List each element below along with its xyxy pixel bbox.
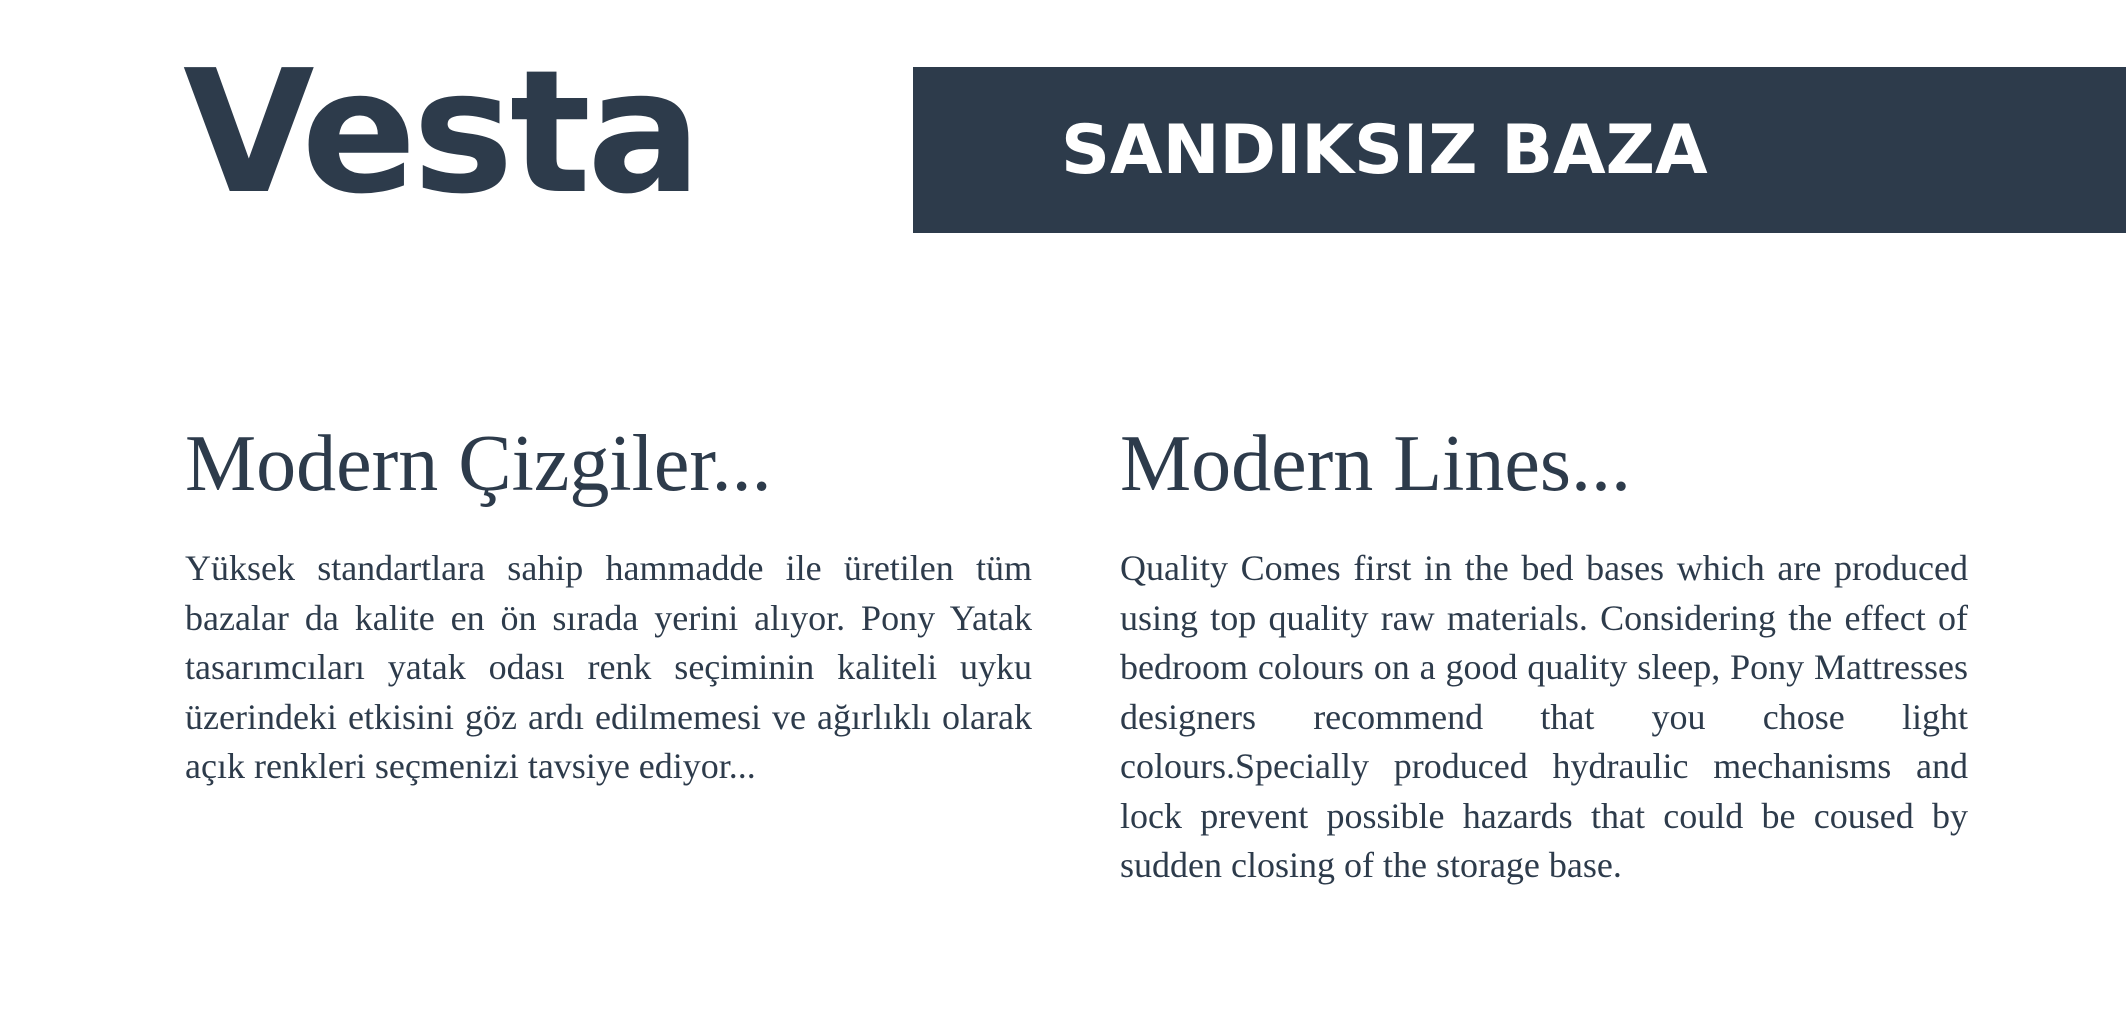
turkish-description-column [185,420,1032,792]
english-description-column [1120,420,1968,891]
english-heading: Modern Lines... [1120,420,1632,508]
product-name-title: Vesta [183,34,698,232]
turkish-body-text: Yüksek standartlara sahip hammadde ile üretilen tüm bazalar da kalite en ön sırada yerini alıyor. Pony Yatak tasarımcıları yatak odası renk seçiminin kaliteli uyku üzerindeki etkisini göz ardı edilmemesi ve ağırlıklı olarak açık renkleri seçmenizi tavsiye ediyor... [185,548,1032,786]
category-banner [913,67,2126,233]
english-body-text: Quality Comes first in the bed bases which are produced using top quality raw materials. Considering the effect of bedroom colours on a good quality sleep, Pony Mattresses designers recommend that you chose light colours.Specially produced hydraulic mechanisms and lock prevent possible hazards that could be coused by sudden closing of the storage base. [1120,548,1968,885]
category-label: SANDIKSIZ BAZA [1061,111,1708,190]
turkish-heading: Modern Çizgiler... [185,420,772,508]
